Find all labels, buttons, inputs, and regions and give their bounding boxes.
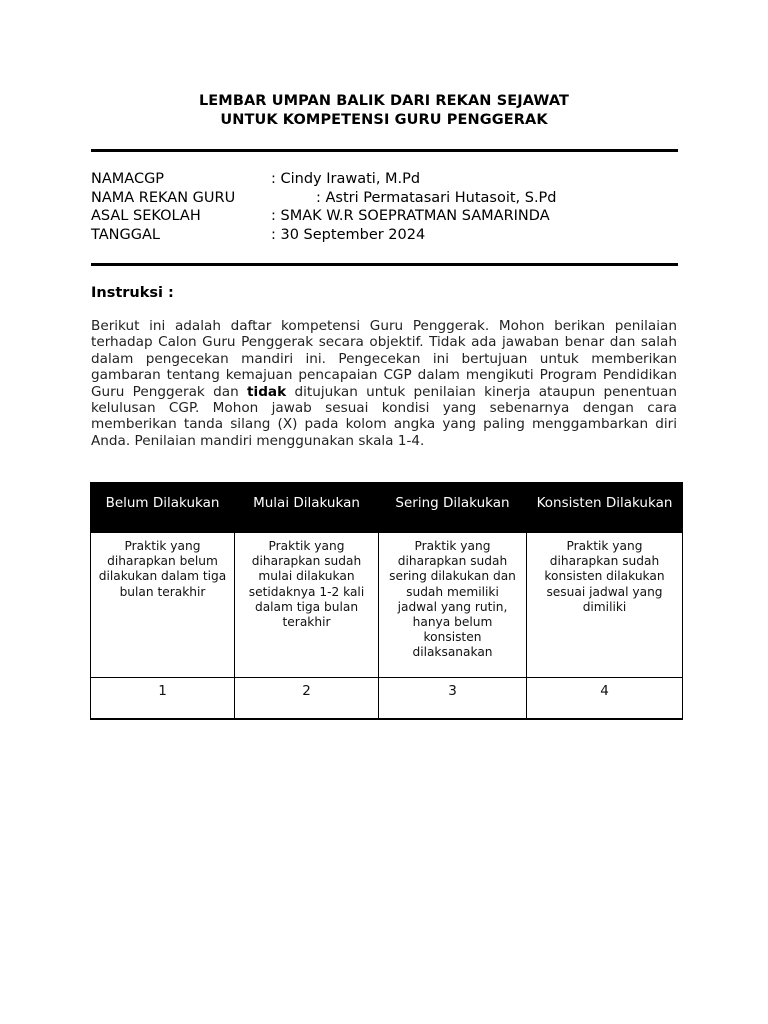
info-value: : 30 September 2024 [271,226,426,243]
info-value: : Astri Permatasari Hutasoit, S.Pd [316,189,557,206]
score-cell: 4 [527,678,683,720]
instructions-paragraph [91,318,677,449]
table-header-row [91,482,683,533]
description-cell: Praktik yang diharapkan sudah konsisten dilakukan sesuai jadwal yang dimiliki [527,533,683,678]
info-label: TANGGAL [91,226,160,243]
info-label: ASAL SEKOLAH [91,208,201,224]
table-description-row [91,533,683,678]
table-score-row [91,678,683,720]
top-divider [91,149,678,152]
header-belum-dilakukan: Belum Dilakukan [91,482,235,533]
instructions-text-before: Berikut ini adalah daftar kompetensi Guru Penggerak. Mohon berikan penilaian terhadap Calon Guru Penggerak secara objektif. Tidak ada jawaban benar dan salah dalam pengecekan mandiri ini. Pengecekan ini bertujuan untuk memberikan gambaran tentang kemajuan pencapaian CGP dalam mengikuti Program Pendidikan Guru Penggerak dan [91,318,677,400]
info-value: : Cindy Irawati, M.Pd [271,171,421,187]
instructions-emphasis: tidak [247,383,287,400]
info-value: : SMAK W.R SOEPRATMAN SAMARINDA [271,208,550,224]
description-cell: Praktik yang diharapkan sudah sering dilakukan dan sudah memiliki jadwal yang rutin, hanya belum konsisten dilaksanakan [379,533,527,678]
score-cell: 2 [235,678,379,720]
description-cell: Praktik yang diharapkan belum dilakukan dalam tiga bulan terakhir [91,533,235,678]
instructions-heading: Instruksi : [91,285,174,301]
info-label: NAMA REKAN GURU [91,189,236,206]
header-konsisten-dilakukan: Konsisten Dilakukan [527,482,683,533]
bottom-divider [91,263,678,266]
score-cell: 3 [379,678,527,720]
instructions-text-after: ditujukan untuk penilaian kinerja ataupun penentuan kelulusan CGP. Mohon jawab sesuai kondisi yang sebenarnya dengan cara memberikan tanda silang (X) pada kolom angka yang paling menggambarkan diri Anda. Penilaian mandiri menggunakan skala 1-4. [91,383,678,449]
document-title-line-2: UNTUK KOMPETENSI GURU PENGGERAK [220,112,548,128]
rating-scale-table [90,482,683,720]
description-cell: Praktik yang diharapkan sudah mulai dilakukan setidaknya 1-2 kali dalam tiga bulan terakhir [235,533,379,678]
info-label: NAMACGP [91,171,165,187]
document-title-line-1: LEMBAR UMPAN BALIK DARI REKAN SEJAWAT [198,93,570,109]
header-mulai-dilakukan: Mulai Dilakukan [235,482,379,533]
header-sering-dilakukan: Sering Dilakukan [379,482,527,533]
score-cell: 1 [91,678,235,720]
